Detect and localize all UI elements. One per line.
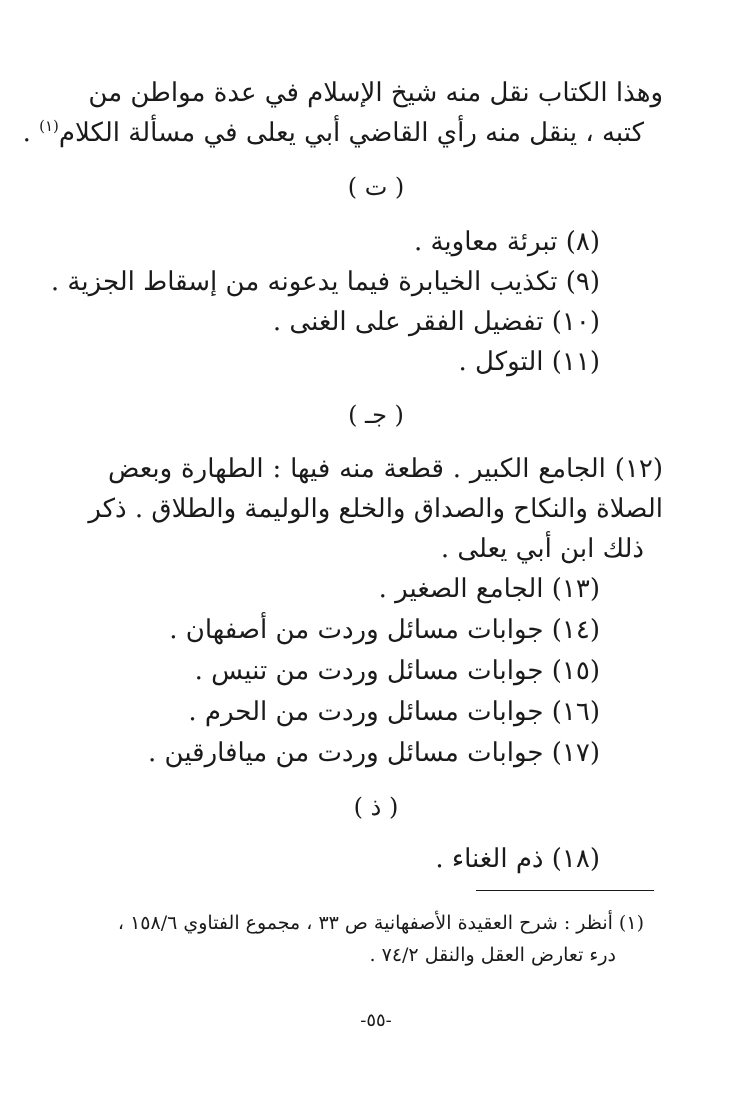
intro-line-1: وهذا الكتاب نقل منه شيخ الإسلام في عدة مواطن من [88,78,663,108]
list-item-10: (١٠) تفضيل الفقر على الغنى . [272,307,600,337]
para-12-line-2: الصلاة والنكاح والصداق والخلع والوليمة والطلاق . ذكر [88,494,663,524]
list-item-16: (١٦) جوابات مسائل وردت من الحرم . [188,697,600,727]
list-item-9: (٩) تكذيب الخيابرة فيما يدعونه من إسقاط الجزية . [50,267,600,297]
footnote-line-1: (١) أنظر : شرح العقيدة الأصفهانية ص ٣٣ ، مجموع الفتاوي ١٥٨/٦ ، [117,912,644,934]
list-item-17: (١٧) جوابات مسائل وردت من ميافارقين . [148,738,600,768]
list-item-13: (١٣) الجامع الصغير . [378,574,600,604]
list-item-8: (٨) تبرئة معاوية . [413,227,600,257]
footnote-line-2: درء تعارض العقل والنقل ٧٤/٢ . [369,944,616,966]
list-item-18: (١٨) ذم الغناء . [435,844,600,874]
list-item-11: (١١) التوكل . [458,347,600,377]
para-12-line-1: (١٢) الجامع الكبير . قطعة منه فيها : الطهارة وبعض [108,454,663,484]
intro-line-2 [23,113,644,153]
section-heading-jim: ( جـ ) [348,401,404,429]
section-heading-dhal: ( ذ ) [353,793,399,821]
list-item-15: (١٥) جوابات مسائل وردت من تنيس . [194,656,600,686]
footnote-divider [476,890,654,891]
list-item-14: (١٤) جوابات مسائل وردت من أصفهان . [169,615,600,645]
section-heading-ta: ( ت ) [347,173,405,201]
intro-line-2-end: . [22,118,40,148]
para-12-line-3: ذلك ابن أبي يعلى . [440,534,644,564]
footnote-reference: (١) [39,117,59,135]
page-number: -٥٥- [360,1010,392,1031]
intro-line-2-text: كتبه ، ينقل منه رأي القاضي أبي يعلى في مسألة الكلام [58,118,644,148]
